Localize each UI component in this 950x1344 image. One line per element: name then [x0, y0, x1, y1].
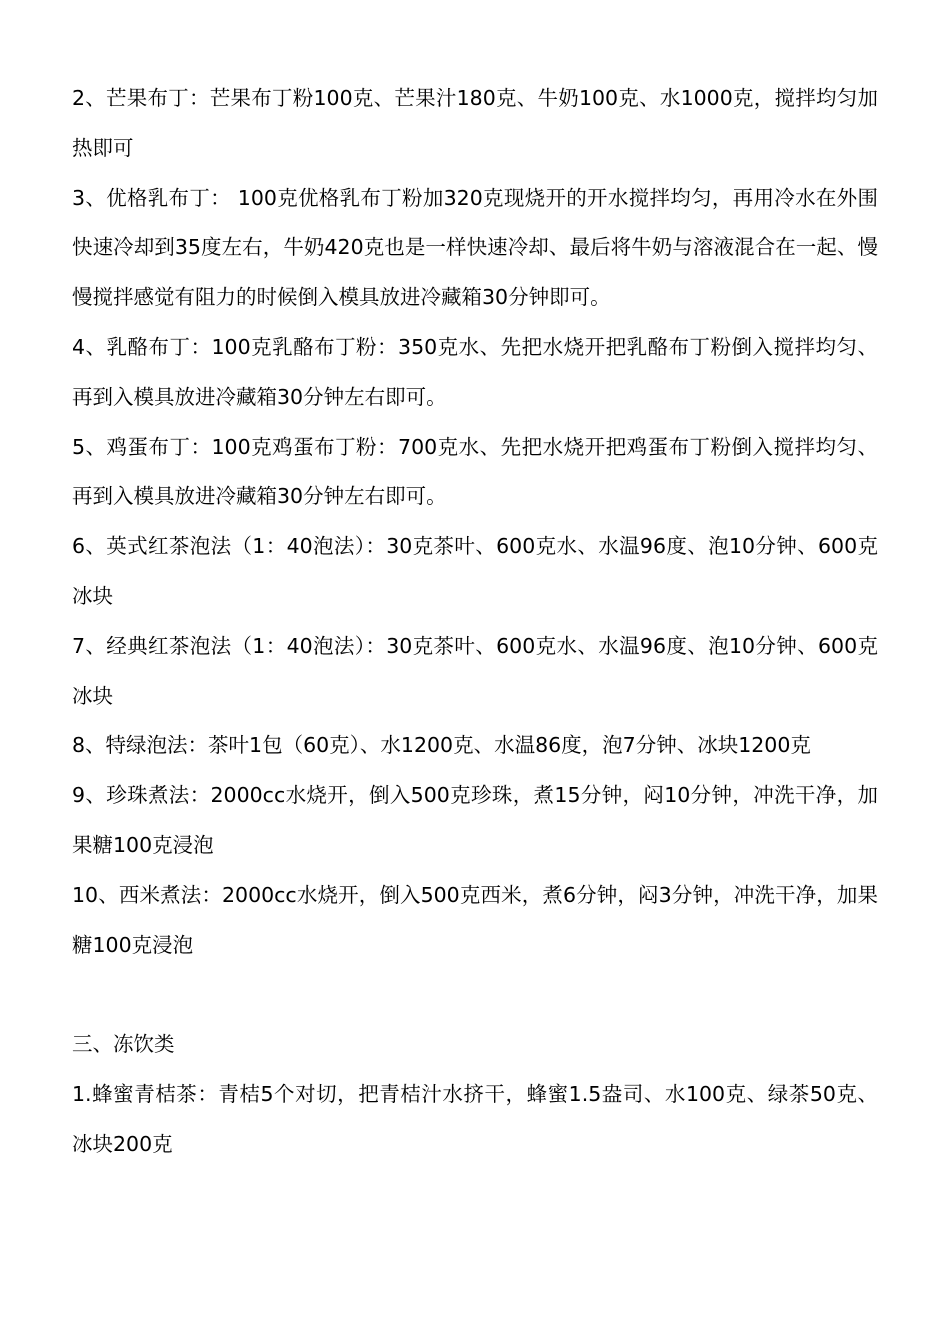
recipe-english-black-tea: 6、英式红茶泡法（1：40泡法）：30克茶叶、600克水、水温96度、泡10分钟、600克冰块	[72, 534, 878, 608]
document-page	[72, 74, 878, 1170]
recipe-honey-kumquat-tea: 1.蜂蜜青桔茶：青桔5个对切，把青桔汁水挤干，蜂蜜1.5盎司、水100克、绿茶50克、冰块200克	[72, 1082, 878, 1156]
section-spacer	[72, 970, 878, 1020]
recipe-special-green-tea: 8、特绿泡法：茶叶1包（60克）、水1200克、水温86度，泡7分钟、冰块1200克	[72, 733, 811, 758]
recipe-cheese-pudding: 4、乳酪布丁：100克乳酪布丁粉：350克水、先把水烧开把乳酪布丁粉倒入搅拌均匀、再到入模具放进冷藏箱30分钟左右即可。	[72, 334, 878, 409]
recipe-mango-pudding: 2、芒果布丁：芒果布丁粉100克、芒果汁180克、牛奶100克、水1000克，搅拌均匀加热即可	[72, 86, 878, 160]
recipe-sago-cooking: 10、西米煮法：2000cc水烧开，倒入500克西米，煮6分钟，闷3分钟，冲洗干净，加果糖100克浸泡	[72, 882, 878, 957]
recipe-classic-black-tea: 7、经典红茶泡法（1：40泡法）：30克茶叶、600克水、水温96度、泡10分钟、600克冰块	[72, 633, 878, 708]
recipe-egg-pudding: 5、鸡蛋布丁：100克鸡蛋布丁粉：700克水、先把水烧开把鸡蛋布丁粉倒入搅拌均匀、再到入模具放进冷藏箱30分钟左右即可。	[72, 434, 878, 509]
recipe-yogurt-pudding: 3、优格乳布丁： 100克优格乳布丁粉加320克现烧开的开水搅拌均匀，再用冷水在外围快速冷却到35度左右，牛奶420克也是一样快速冷却、最后将牛奶与溶液混合在一起、慢慢搅拌感觉有阻力的时候倒入模具放进冷藏箱30分钟即可。	[72, 185, 878, 310]
section-heading: 三、冻饮类	[72, 1032, 175, 1057]
recipe-pearl-cooking: 9、珍珠煮法：2000cc水烧开，倒入500克珍珠，煮15分钟，闷10分钟，冲洗干净，加果糖100克浸泡	[72, 783, 878, 857]
